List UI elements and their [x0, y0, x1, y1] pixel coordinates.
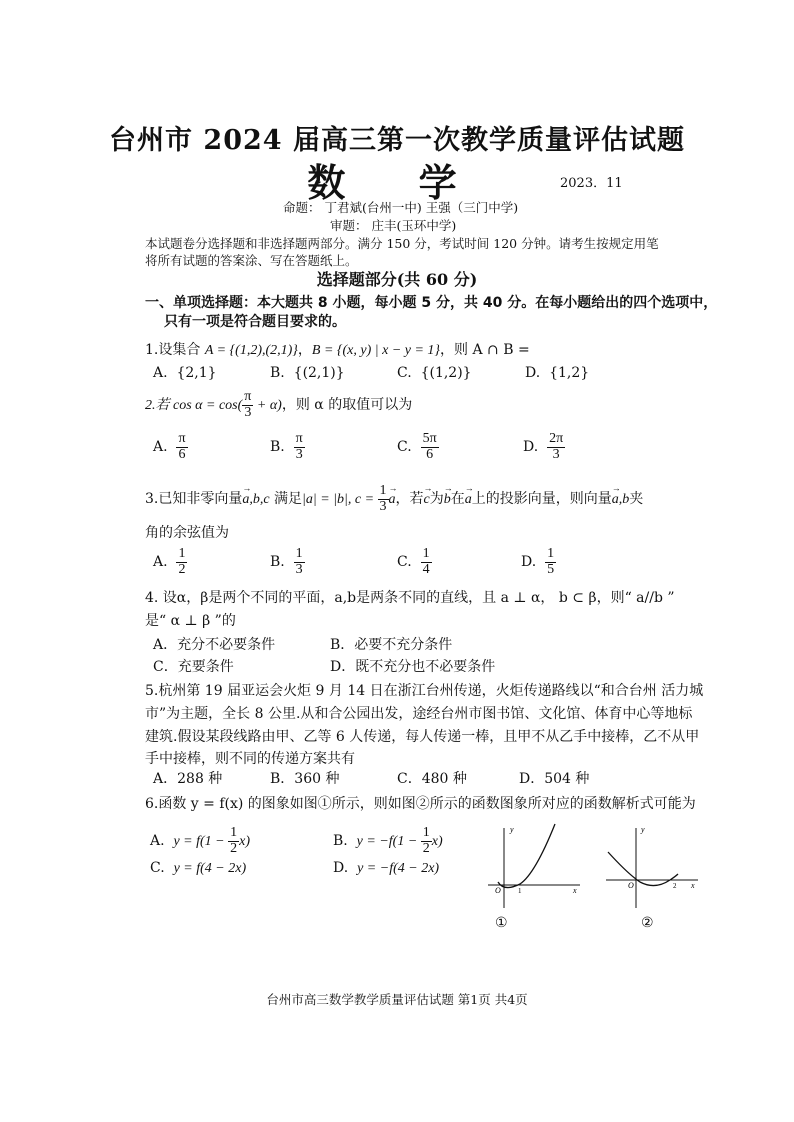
- tick-label: 2: [673, 882, 677, 890]
- exam-title: 台州市 2024 届高三第一次教学质量评估试题: [109, 125, 685, 156]
- frac-den: 6: [426, 446, 434, 462]
- option-label: D．: [519, 771, 545, 787]
- frac-den: 3: [244, 404, 252, 420]
- frac-den: 4: [422, 561, 430, 577]
- option-fraction: [176, 432, 187, 462]
- frac-num: 1: [178, 546, 186, 561]
- q2-after-frac: + α): [253, 398, 282, 414]
- option-label: B.: [270, 365, 285, 381]
- q3-mid-4: 在: [450, 491, 465, 508]
- option-label: C.: [150, 860, 165, 876]
- frac-num: π: [295, 431, 303, 446]
- q3-fraction: [378, 484, 389, 514]
- vector-ab-symbol: → a,b: [612, 492, 630, 508]
- option-label: C.: [397, 439, 412, 456]
- option-math: x): [431, 834, 443, 850]
- option-text: 既不充分也不必要条件: [355, 659, 496, 675]
- question-3-stem-line-2: 角的余弦值为: [145, 525, 229, 541]
- frac-den: 3: [295, 561, 303, 577]
- option-label: C.: [397, 365, 412, 381]
- option-label: B.: [270, 439, 285, 456]
- question-5-stem-line-4: 手中接棒，则不同的传递方案共有: [145, 751, 355, 767]
- authors-line: 命题： 丁君斌(台州一中) 王强（三门中学): [283, 200, 519, 215]
- q3-prefix: 3.已知非零向量: [145, 491, 243, 508]
- option-fraction: [294, 547, 305, 577]
- q5-option-b: [270, 768, 339, 788]
- option-label: B．: [270, 771, 295, 787]
- q3-option-b: [270, 547, 305, 577]
- origin-label: O: [628, 881, 634, 890]
- q3-tail: 夹: [629, 491, 644, 508]
- q3-condition: |a| = |b|, c =: [302, 492, 378, 508]
- q3-vectors: → a,b,c: [242, 492, 269, 508]
- q3-vector-a: → a: [389, 492, 396, 508]
- q1-option-d: [525, 365, 589, 381]
- option-label: A.: [153, 439, 168, 456]
- curve-f: [498, 824, 555, 888]
- option-text: 360 种: [294, 771, 340, 787]
- option-text: {2,1}: [176, 365, 217, 381]
- q2-option-d: [523, 432, 565, 462]
- graph-2-caption: ②: [641, 915, 654, 931]
- frac-num: 1: [230, 825, 238, 840]
- option-label: A.: [153, 554, 168, 571]
- question-5-stem-line-2: 市”为主题，全长 8 公里.从和合公园出发，途经台州市图书馆、文化馆、体育中心等地标: [145, 706, 693, 722]
- option-text: 288 种: [177, 771, 223, 787]
- x-label: x: [691, 881, 695, 890]
- option-fraction: [421, 432, 439, 462]
- q6-option-c: [150, 860, 246, 877]
- q3-option-c: [397, 547, 432, 577]
- option-fraction: [545, 547, 556, 577]
- frac-num: 5π: [422, 431, 437, 446]
- option-label: D.: [525, 365, 541, 381]
- q1-prefix: 1.设集合: [145, 342, 205, 358]
- question-5-stem-line-3: 建筑.假设某段线路由甲、乙等 6 人传递，每人传递一棒，且甲不从乙手中接棒，乙不从甲: [145, 729, 700, 745]
- notice-line-2: 将所有试题的答案涂、写在答题纸上。: [145, 253, 358, 268]
- frac-num: π: [178, 431, 186, 446]
- q4-option-a: [153, 634, 275, 654]
- q1-suffix: ，则 A ∩ B =: [440, 342, 530, 358]
- x-label: x: [573, 886, 577, 895]
- q5-option-c: [397, 768, 467, 788]
- q6-option-d: [333, 860, 439, 877]
- q1-option-c: [397, 365, 472, 381]
- subject-heading: 数 学: [307, 160, 487, 205]
- option-label: D.: [521, 554, 537, 571]
- q2-fraction: [242, 390, 253, 420]
- question-4-stem-line-2: 是“ α ⊥ β ”的: [145, 613, 236, 629]
- option-fraction: [294, 432, 305, 462]
- q2-option-a: [153, 432, 188, 462]
- vector-c-symbol: → c: [424, 492, 430, 508]
- frac-den: 2: [422, 840, 430, 856]
- q6-option-a: [150, 826, 250, 856]
- option-math: y = −f(1 −: [356, 834, 421, 850]
- option-fraction: [176, 547, 187, 577]
- q3-mid-1: 满足: [269, 491, 303, 508]
- option-text: {1,2}: [549, 365, 590, 381]
- frac-num: 1: [422, 825, 430, 840]
- q1-set-b: B = {(x, y) | x − y = 1}: [311, 343, 441, 358]
- frac-num: 1: [379, 483, 387, 498]
- option-fraction: [421, 547, 432, 577]
- q3-mid-5: 上的投影向量，则向量: [471, 491, 612, 508]
- option-label: B.: [270, 554, 285, 571]
- page-footer: 台州市高三数学教学质量评估试题 第1页 共4页: [266, 992, 528, 1007]
- frac-num: π: [244, 389, 252, 404]
- q1-option-b: [270, 365, 345, 381]
- vector-b-symbol: → b: [444, 492, 451, 508]
- option-label: B.: [333, 833, 348, 850]
- option-text: {(1,2)}: [420, 365, 472, 381]
- q1-mid: ，: [297, 342, 312, 358]
- frac-num: 1: [422, 546, 430, 561]
- option-label: D．: [330, 659, 356, 675]
- frac-den: 2: [230, 840, 238, 856]
- option-label: D.: [333, 860, 349, 876]
- option-label: D.: [523, 439, 539, 456]
- q4-option-d: [330, 656, 495, 676]
- graph-1-caption: ①: [495, 915, 508, 931]
- q5-option-a: [153, 768, 222, 788]
- option-text: 充要条件: [177, 659, 234, 675]
- frac-den: 3: [379, 498, 387, 514]
- option-fraction: [228, 826, 239, 856]
- question-1-stem: [145, 339, 530, 359]
- option-math: y = −f(4 − 2x): [357, 861, 440, 876]
- instruction-line-2: 只有一项是符合题目要求的。: [164, 314, 346, 330]
- option-label: C．: [153, 659, 178, 675]
- frac-den: 3: [295, 446, 303, 462]
- option-text: 充分不必要条件: [177, 637, 276, 653]
- frac-den: 6: [178, 446, 186, 462]
- option-fraction: [421, 826, 432, 856]
- option-math: y = f(4 − 2x): [173, 861, 247, 876]
- option-label: A．: [153, 771, 178, 787]
- q2-suffix: ，则 α 的取值可以为: [281, 397, 413, 414]
- q1-option-a: [153, 365, 217, 381]
- q4-option-b: [330, 634, 452, 654]
- option-label: C.: [397, 554, 412, 571]
- option-label: A.: [153, 365, 168, 381]
- q4-option-c: [153, 656, 234, 676]
- q5-option-d: [519, 768, 589, 788]
- option-text: 480 种: [421, 771, 467, 787]
- question-3-stem: [145, 484, 643, 514]
- exam-date: 2023．11: [560, 176, 623, 191]
- option-text: 504 种: [544, 771, 590, 787]
- question-5-stem-line-1: 5.杭州第 19 届亚运会火炬 9 月 14 日在浙江台州传递，火炬传递路线以“和合台州 活力城: [145, 683, 704, 699]
- frac-den: 2: [178, 561, 186, 577]
- frac-num: 1: [547, 546, 555, 561]
- graph-1-figure: [480, 822, 590, 912]
- origin-label: O: [495, 886, 501, 895]
- option-fraction: [547, 432, 565, 462]
- tick-label: 1: [518, 887, 522, 895]
- option-label: A.: [150, 833, 165, 850]
- q2-prefix: 2.若 cos α = cos(: [145, 398, 243, 414]
- q3-option-a: [153, 547, 187, 577]
- option-label: C．: [397, 771, 422, 787]
- notice-line-1: 本试题卷分选择题和非选择题两部分。满分 150 分，考试时间 120 分钟。请考生按规定用笔: [145, 236, 659, 251]
- frac-den: 5: [547, 561, 555, 577]
- question-4-stem-line-1: 4. 设α，β是两个不同的平面，a,b是两条不同的直线，且 a ⊥ α， b ⊂ β，则“ a//b ”: [145, 590, 675, 606]
- option-label: A．: [153, 637, 178, 653]
- option-math: x): [239, 834, 251, 850]
- q2-option-b: [270, 432, 305, 462]
- section-title: 选择题部分(共 60 分): [316, 270, 478, 289]
- frac-den: 3: [552, 446, 560, 462]
- q6-option-b: [333, 826, 443, 856]
- curve-g: [608, 852, 678, 886]
- instruction-line-1: 一、单项选择题：本大题共 8 小题，每小题 5 分，共 40 分。在每小题给出的四个选项中，: [145, 295, 718, 311]
- q3-mid-2: ，若: [395, 491, 424, 508]
- question-6-stem: 6.函数 y = f(x) 的图象如图①所示，则如图②所示的函数图象所对应的函数解析式可能为: [145, 796, 696, 812]
- review-line: 审题： 庄丰(玉环中学): [330, 218, 457, 233]
- vector-a-symbol: → a: [465, 492, 472, 508]
- q3-option-d: [521, 547, 556, 577]
- frac-num: 1: [295, 546, 303, 561]
- q3-mid-3: 为: [429, 491, 444, 508]
- frac-num: 2π: [549, 431, 564, 446]
- option-text: 必要不充分条件: [354, 637, 453, 653]
- option-label: B．: [330, 637, 355, 653]
- option-math: y = f(1 −: [173, 834, 229, 850]
- y-label: y: [510, 825, 514, 834]
- q2-option-c: [397, 432, 439, 462]
- q1-set-a: A = {(1,2),(2,1)}: [204, 343, 298, 358]
- y-label: y: [641, 825, 645, 834]
- question-2-stem: [145, 390, 412, 420]
- graph-2-figure: [600, 822, 705, 912]
- option-text: {(2,1)}: [293, 365, 345, 381]
